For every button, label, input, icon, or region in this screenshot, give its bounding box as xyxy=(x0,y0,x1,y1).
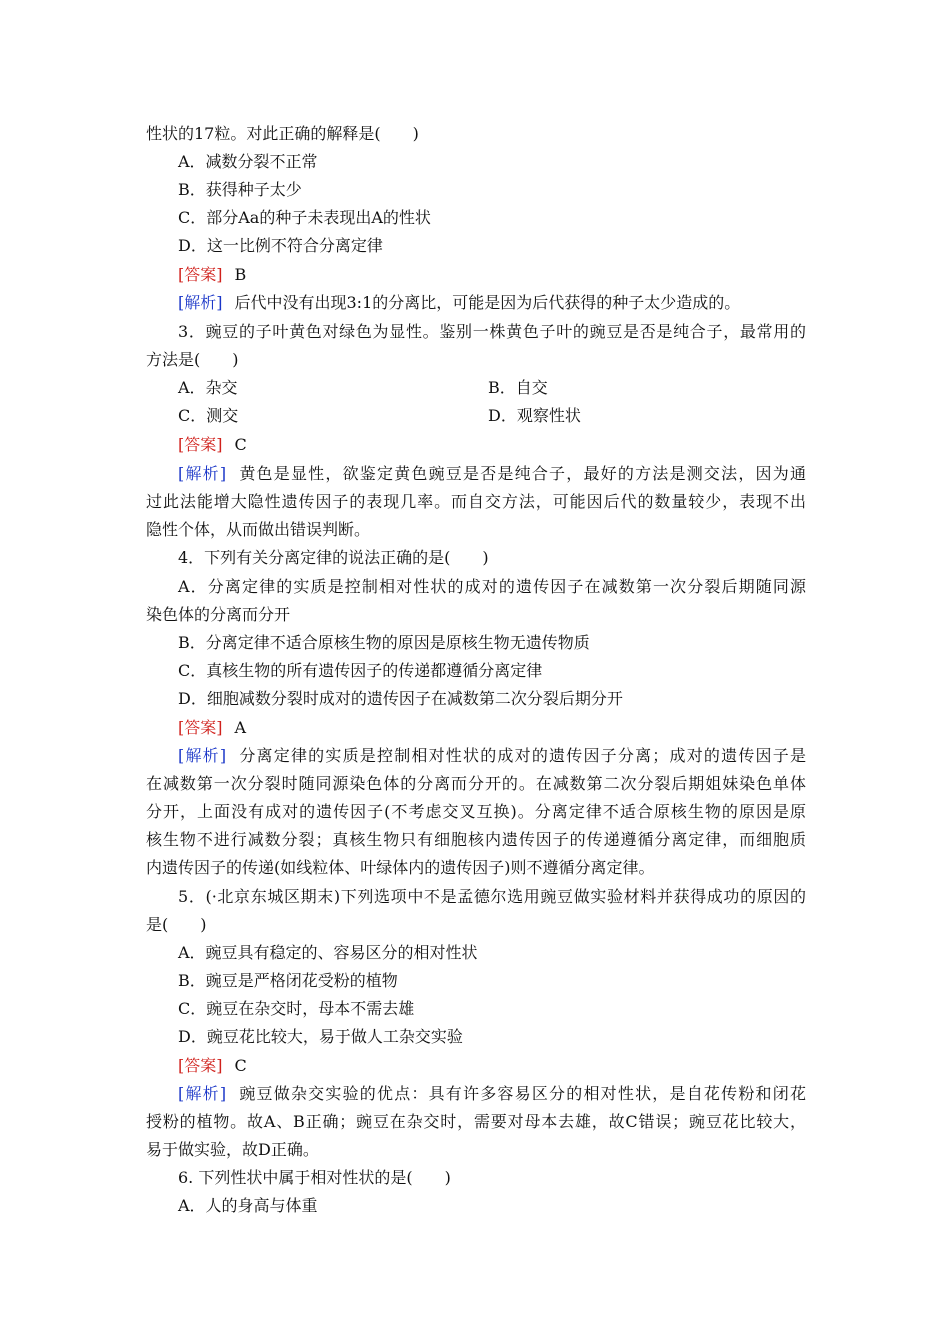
answer-tag: [答案] xyxy=(178,265,223,284)
q2-option-d: D．这一比例不符合分离定律 xyxy=(178,236,383,255)
q5-answer xyxy=(178,1056,838,1078)
q2-analysis-line-1: 后代中没有出现3:1的分离比，可能是因为后代获得的种子太少造成的。 xyxy=(234,293,741,312)
analysis-tag: [解析] xyxy=(178,1084,227,1103)
answer-tag: [答案] xyxy=(178,435,223,454)
q5-analysis-line-1 xyxy=(178,1084,806,1106)
q3-stem-line-1: 3．豌豆的子叶黄色对绿色为显性。鉴别一株黄色子叶的豌豆是否是纯合子，最常用的 xyxy=(178,322,806,341)
q5-option-a: A．豌豆具有稳定的、容易区分的相对性状 xyxy=(178,943,478,962)
q5-analysis-line-2: 授粉的植物。故A、B正确；豌豆在杂交时，需要对母本去雄，故C错误；豌豆花比较大， xyxy=(146,1112,806,1131)
q6-option-a: A．人的身高与体重 xyxy=(178,1196,318,1215)
q4-analysis-line-2: 在减数第一次分裂时随同源染色体的分离而分开的。在减数第二次分裂后期姐妹染色单体 xyxy=(146,774,806,793)
q3-option-b: B．自交 xyxy=(488,378,548,397)
q3-option-c: C．测交 xyxy=(178,406,239,425)
q4-option-c: C．真核生物的所有遗传因子的传递都遵循分离定律 xyxy=(178,661,543,680)
q2-option-b: B．获得种子太少 xyxy=(178,180,302,199)
q6-stem: 6. 下列性状中属于相对性状的是( ) xyxy=(178,1168,451,1187)
q4-option-d: D．细胞减数分裂时成对的遗传因子在减数第二次分裂后期分开 xyxy=(178,689,623,708)
q3-answer-value: C xyxy=(234,435,247,454)
q4-stem: 4．下列有关分离定律的说法正确的是( ) xyxy=(178,548,489,567)
q2-answer-value: B xyxy=(234,265,247,284)
q3-stem-line-2: 方法是( ) xyxy=(146,350,239,369)
q4-analysis-line-4: 核生物不进行减数分裂；真核生物只有细胞核内遗传因子的传递遵循分离定律，而细胞质 xyxy=(146,830,806,849)
q4-option-b: B．分离定律不适合原核生物的原因是原核生物无遗传物质 xyxy=(178,633,590,652)
q3-answer xyxy=(178,435,838,457)
q2-option-a: A．减数分裂不正常 xyxy=(178,152,318,171)
q3-analysis-text-1: 黄色是显性，欲鉴定黄色豌豆是否是纯合子，最好的方法是测交法，因为通 xyxy=(238,464,806,483)
q2-stem: 性状的17粒。对此正确的解释是( ) xyxy=(146,124,419,143)
q2-analysis xyxy=(178,293,838,315)
q4-analysis-line-5: 内遗传因子的传递(如线粒体、叶绿体内的遗传因子)则不遵循分离定律。 xyxy=(146,858,655,877)
analysis-tag: [解析] xyxy=(178,293,223,312)
q4-option-a-line-1: A．分离定律的实质是控制相对性状的成对的遗传因子在减数第一次分裂后期随同源 xyxy=(178,577,806,596)
q3-analysis-line-2: 过此法能增大隐性遗传因子的表现几率。而自交方法，可能因后代的数量较少，表现不出 xyxy=(146,492,806,511)
q4-analysis-line-3: 分开，上面没有成对的遗传因子(不考虑交叉互换)。分离定律不适合原核生物的原因是原 xyxy=(146,802,806,821)
q2-answer xyxy=(178,265,838,287)
q4-analysis-text-1: 分离定律的实质是控制相对性状的成对的遗传因子分离；成对的遗传因子是 xyxy=(238,746,806,765)
q4-analysis-line-1 xyxy=(178,746,806,768)
q4-option-a-line-2: 染色体的分离而分开 xyxy=(146,605,291,624)
q2-option-c: C．部分Aa的种子未表现出A的性状 xyxy=(178,208,431,227)
q3-option-a: A．杂交 xyxy=(178,378,238,397)
analysis-tag: [解析] xyxy=(178,746,227,765)
q4-answer xyxy=(178,718,838,740)
q5-analysis-text-1: 豌豆做杂交实验的优点：具有许多容易区分的相对性状，是自花传粉和闭花 xyxy=(238,1084,806,1103)
q5-analysis-line-3: 易于做实验，故D正确。 xyxy=(146,1140,319,1159)
q3-analysis-line-1 xyxy=(178,464,806,486)
q5-option-c: C．豌豆在杂交时，母本不需去雄 xyxy=(178,999,415,1018)
answer-tag: [答案] xyxy=(178,1056,223,1075)
q3-option-d: D．观察性状 xyxy=(488,406,581,425)
answer-tag: [答案] xyxy=(178,718,223,737)
q5-stem-line-2: 是( ) xyxy=(146,915,207,934)
q5-option-d: D．豌豆花比较大，易于做人工杂交实验 xyxy=(178,1027,463,1046)
q4-answer-value: A xyxy=(234,718,247,737)
q5-answer-value: C xyxy=(234,1056,247,1075)
q3-analysis-line-3: 隐性个体，从而做出错误判断。 xyxy=(146,520,371,539)
analysis-tag: [解析] xyxy=(178,464,227,483)
q5-stem-line-1: 5．(·北京东城区期末)下列选项中不是孟德尔选用豌豆做实验材料并获得成功的原因的 xyxy=(178,887,806,906)
q5-option-b: B．豌豆是严格闭花受粉的植物 xyxy=(178,971,398,990)
